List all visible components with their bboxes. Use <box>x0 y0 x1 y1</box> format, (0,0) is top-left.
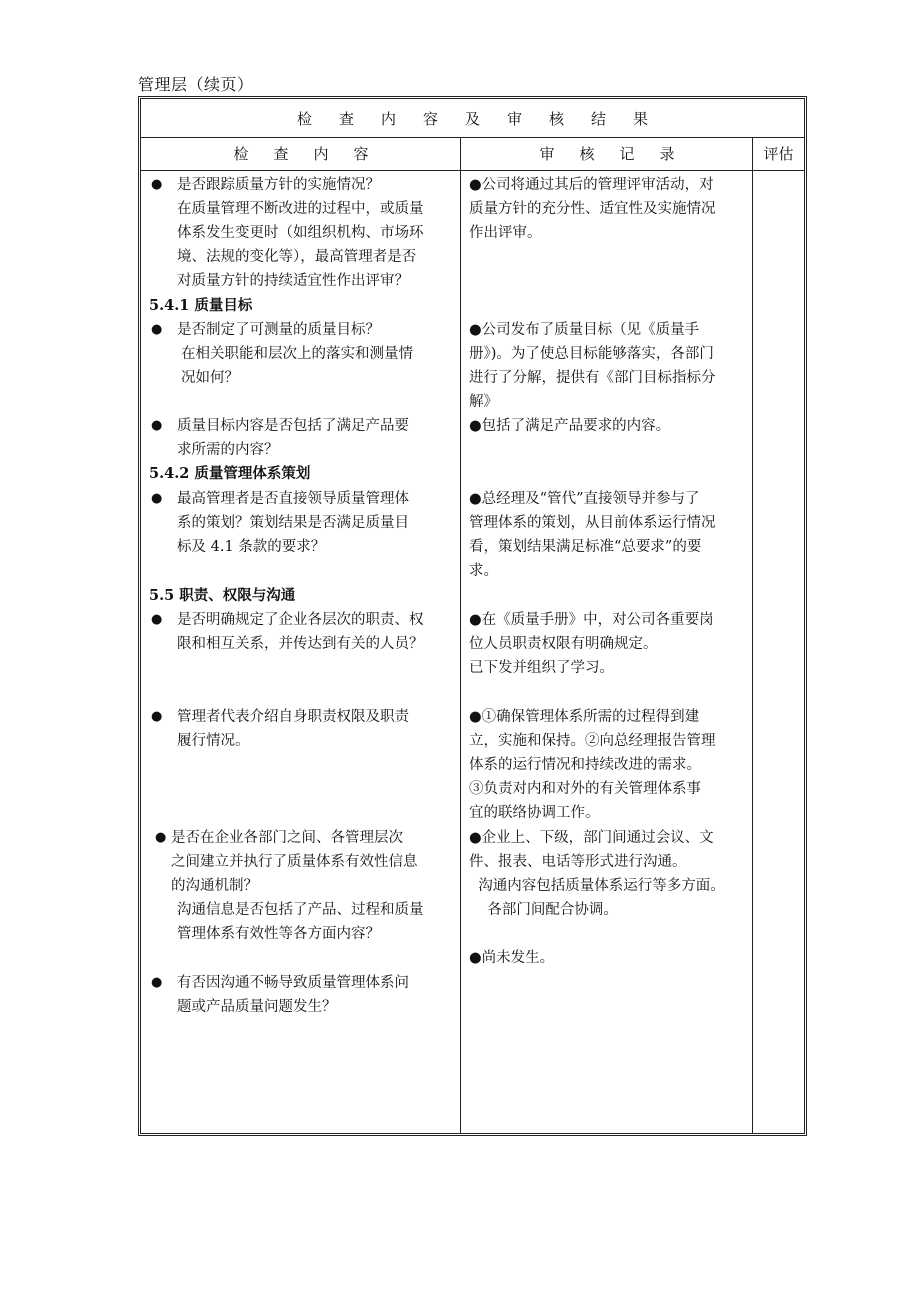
question-4-line: 系的策划？策划结果是否满足质量目 <box>177 515 409 531</box>
answer-1-line: 作出评审。 <box>469 225 542 241</box>
column-divider <box>460 137 461 1133</box>
header-char: 查 <box>273 145 289 163</box>
title-char: 查 <box>338 109 354 128</box>
question-6-line: 管理者代表介绍自身职责权限及职责 <box>177 709 409 725</box>
bullet-icon: ● <box>151 612 163 627</box>
title-char: 结 <box>590 109 606 128</box>
answer-7-line: 件、报表、电话等形式进行沟通。 <box>469 854 687 870</box>
answer-4-line: ●总经理及“管代”直接领导并参与了 <box>469 491 700 507</box>
question-2-detail-line: 况如何？ <box>181 370 239 386</box>
answer-4-line: 求。 <box>469 563 498 579</box>
bullet-icon: ● <box>151 177 163 192</box>
answer-6-line: 体系的运行情况和持续改进的需求。 <box>469 757 701 773</box>
question-7-line: 的沟通机制？ <box>171 878 258 894</box>
question-7-line: 是否在企业各部门之间、各管理层次 <box>171 830 403 846</box>
question-1-detail-line: 境、法规的变化等），最高管理者是否 <box>177 249 417 265</box>
header-char: 内 <box>313 145 329 163</box>
column-divider <box>752 137 753 1133</box>
answer-6-line: ③负责对内和对外的有关管理体系事 <box>469 781 701 797</box>
question-3-line: 质量目标内容是否包括了满足产品要 <box>177 418 409 434</box>
header-char: 记 <box>619 145 635 163</box>
table-title <box>141 99 804 138</box>
question-4-line: 最高管理者是否直接领导质量管理体 <box>177 491 409 507</box>
answer-7-line: ●企业上、下级，部门间通过会议、文 <box>469 830 714 846</box>
answer-7-line: 沟通内容包括质量体系运行等多方面。 <box>469 878 725 894</box>
answer-8: ●尚未发生。 <box>469 950 555 966</box>
col-header-check-content <box>141 137 461 170</box>
bullet-icon: ● <box>151 491 163 506</box>
question-1-detail-line: 在质量管理不断改进的过程中，或质量 <box>177 201 424 217</box>
section-title-5-4-2: 5.4.2 质量管理体系策划 <box>149 465 311 482</box>
page-header: 管理层（续页） <box>138 75 254 94</box>
answer-2-line: 解》 <box>469 394 498 410</box>
answer-7-line: 各部门间配合协调。 <box>469 902 618 918</box>
title-char: 核 <box>548 109 564 128</box>
answer-5-line: 位人员职责权限有明确规定。 <box>469 636 658 652</box>
answer-6-line: ●①确保管理体系所需的过程得到建 <box>469 709 700 725</box>
bullet-icon: ● <box>151 709 163 724</box>
question-7-detail-line: 沟通信息是否包括了产品、过程和质量 <box>177 902 424 918</box>
question-2: 是否制定了可测量的质量目标？ <box>177 322 380 338</box>
bullet-icon: ● <box>151 975 163 990</box>
answer-4-line: 看，策划结果满足标准“总要求”的要 <box>469 539 702 555</box>
answer-6-line: 立，实施和保持。②向总经理报告管理 <box>469 733 716 749</box>
bullet-icon: ● <box>151 418 163 433</box>
section-title-5-5: 5.5 职责、权限与沟通 <box>149 587 296 604</box>
title-char: 及 <box>464 109 480 128</box>
answer-4-line: 管理体系的策划，从目前体系运行情况 <box>469 515 716 531</box>
question-8-line: 有否因沟通不畅导致质量管理体系问 <box>177 975 409 991</box>
answer-1-line: 质量方针的充分性、适宜性及实施情况 <box>469 201 716 217</box>
audit-table <box>138 96 807 1136</box>
question-7-line: 之间建立并执行了质量体系有效性信息 <box>171 854 418 870</box>
question-3-line: 求所需的内容？ <box>177 442 279 458</box>
question-1-detail-line: 体系发生变更时（如组织机构、市场环 <box>177 225 424 241</box>
question-1-detail-line: 对质量方针的持续适宜性作出评审？ <box>177 273 409 289</box>
bullet-icon: ● <box>155 830 167 845</box>
question-5-line: 是否明确规定了企业各层次的职责、权 <box>177 612 424 628</box>
question-2-detail-line: 在相关职能和层次上的落实和测量情 <box>181 346 413 362</box>
title-char: 容 <box>422 109 438 128</box>
column-header-row <box>141 137 804 171</box>
answer-3: ●包括了满足产品要求的内容。 <box>469 418 671 434</box>
answer-2-line: 册》)。为了使总目标能够落实，各部门 <box>469 346 714 362</box>
question-7-detail-line: 管理体系有效性等各方面内容？ <box>177 926 380 942</box>
title-char: 审 <box>506 109 522 128</box>
question-1: 是否跟踪质量方针的实施情况？ <box>177 177 380 193</box>
header-char: 录 <box>659 145 675 163</box>
col-header-audit-record <box>461 137 753 170</box>
answer-2-line: ●公司发布了质量目标（见《质量手 <box>469 322 700 338</box>
question-8-line: 题或产品质量问题发生？ <box>177 999 337 1015</box>
bullet-icon: ● <box>151 322 163 337</box>
header-char: 容 <box>353 145 369 163</box>
answer-5-line: 已下发并组织了学习。 <box>469 660 614 676</box>
header-char: 核 <box>579 145 595 163</box>
answer-1-line: ●公司将通过其后的管理评审活动，对 <box>469 177 714 193</box>
title-char: 内 <box>380 109 396 128</box>
header-char: 审 <box>539 145 555 163</box>
question-4-line: 标及 4.1 条款的要求？ <box>177 539 326 555</box>
question-5-line: 限和相互关系，并传达到有关的人员？ <box>177 636 424 652</box>
col-header-evaluation: 评估 <box>763 145 794 163</box>
question-6-line: 履行情况。 <box>177 733 250 749</box>
header-char: 检 <box>233 145 249 163</box>
answer-2-line: 进行了分解，提供有《部门目标指标分 <box>469 370 716 386</box>
title-char: 检 <box>296 109 312 128</box>
answer-5-line: ●在《质量手册》中，对公司各重要岗 <box>469 612 714 628</box>
section-title-5-4-1: 5.4.1 质量目标 <box>149 297 253 314</box>
answer-6-line: 宜的联络协调工作。 <box>469 805 600 821</box>
title-char: 果 <box>632 109 648 128</box>
